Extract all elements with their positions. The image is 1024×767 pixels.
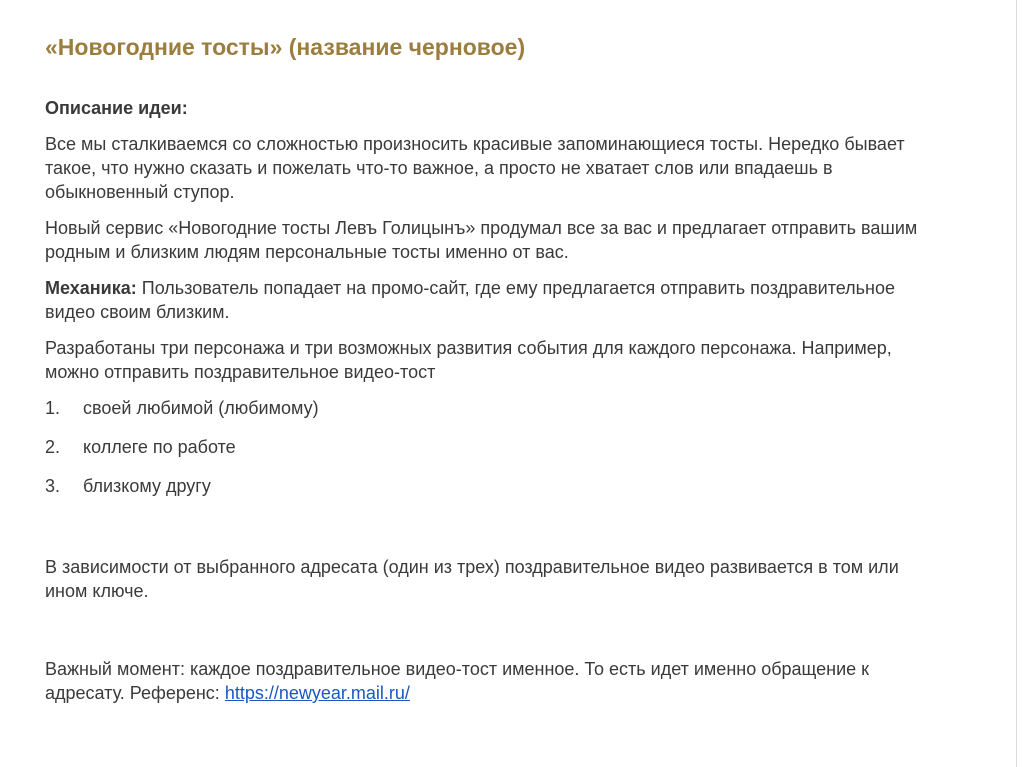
list-item-text: близкому другу: [83, 476, 211, 496]
list-item: [45, 435, 945, 459]
list-item-number: 2.: [45, 437, 61, 457]
idea-heading: Описание идеи:: [45, 98, 188, 118]
recipient-list: [45, 396, 945, 498]
spacer: [45, 615, 945, 657]
paragraph-important: [45, 657, 945, 705]
paragraph-development: В зависимости от выбранного адресата (один из трех) поздравительное видео развивается в том или ином ключе.: [45, 557, 899, 601]
paragraph-service: Новый сервис «Новогодние тосты Левъ Голицынъ» продумал все за вас и предлагает отправить вашим родным и близким людям персональные тосты именно от вас.: [45, 218, 918, 262]
slide-title: «Новогодние тосты» (название черновое): [45, 34, 526, 60]
list-item-text: коллеге по работе: [83, 437, 236, 457]
paragraph-mechanics: [45, 276, 945, 324]
slide-edge-divider: [1016, 0, 1017, 767]
paragraph-characters: Разработаны три персонажа и три возможных развития события для каждого персонажа. Например, можно отправить поздравительное видео-тост: [45, 338, 892, 382]
list-item-number: 1.: [45, 398, 61, 418]
important-text: Важный момент: каждое поздравительное видео-тост именное. То есть идет именно обращение к адресату. Референс:: [45, 659, 870, 703]
slide-content: [45, 96, 945, 705]
list-item-text: своей любимой (любимому): [83, 398, 319, 418]
spacer: [45, 513, 945, 555]
list-item: [45, 396, 945, 420]
paragraph-problem: Все мы сталкиваемся со сложностью произносить красивые запоминающиеся тосты. Нередко бывает такое, что нужно сказать и пожелать что-то важное, а просто не хватает слов или впадаешь в обыкновенный ступор.: [45, 134, 905, 202]
reference-link[interactable]: https://newyear.mail.ru/: [224, 683, 410, 703]
list-item-number: 3.: [45, 476, 61, 496]
list-item: [45, 474, 945, 498]
mechanics-text: Пользователь попадает на промо-сайт, где ему предлагается отправить поздравительное видео своим близким.: [45, 278, 896, 322]
mechanics-label: Механика:: [45, 278, 137, 298]
